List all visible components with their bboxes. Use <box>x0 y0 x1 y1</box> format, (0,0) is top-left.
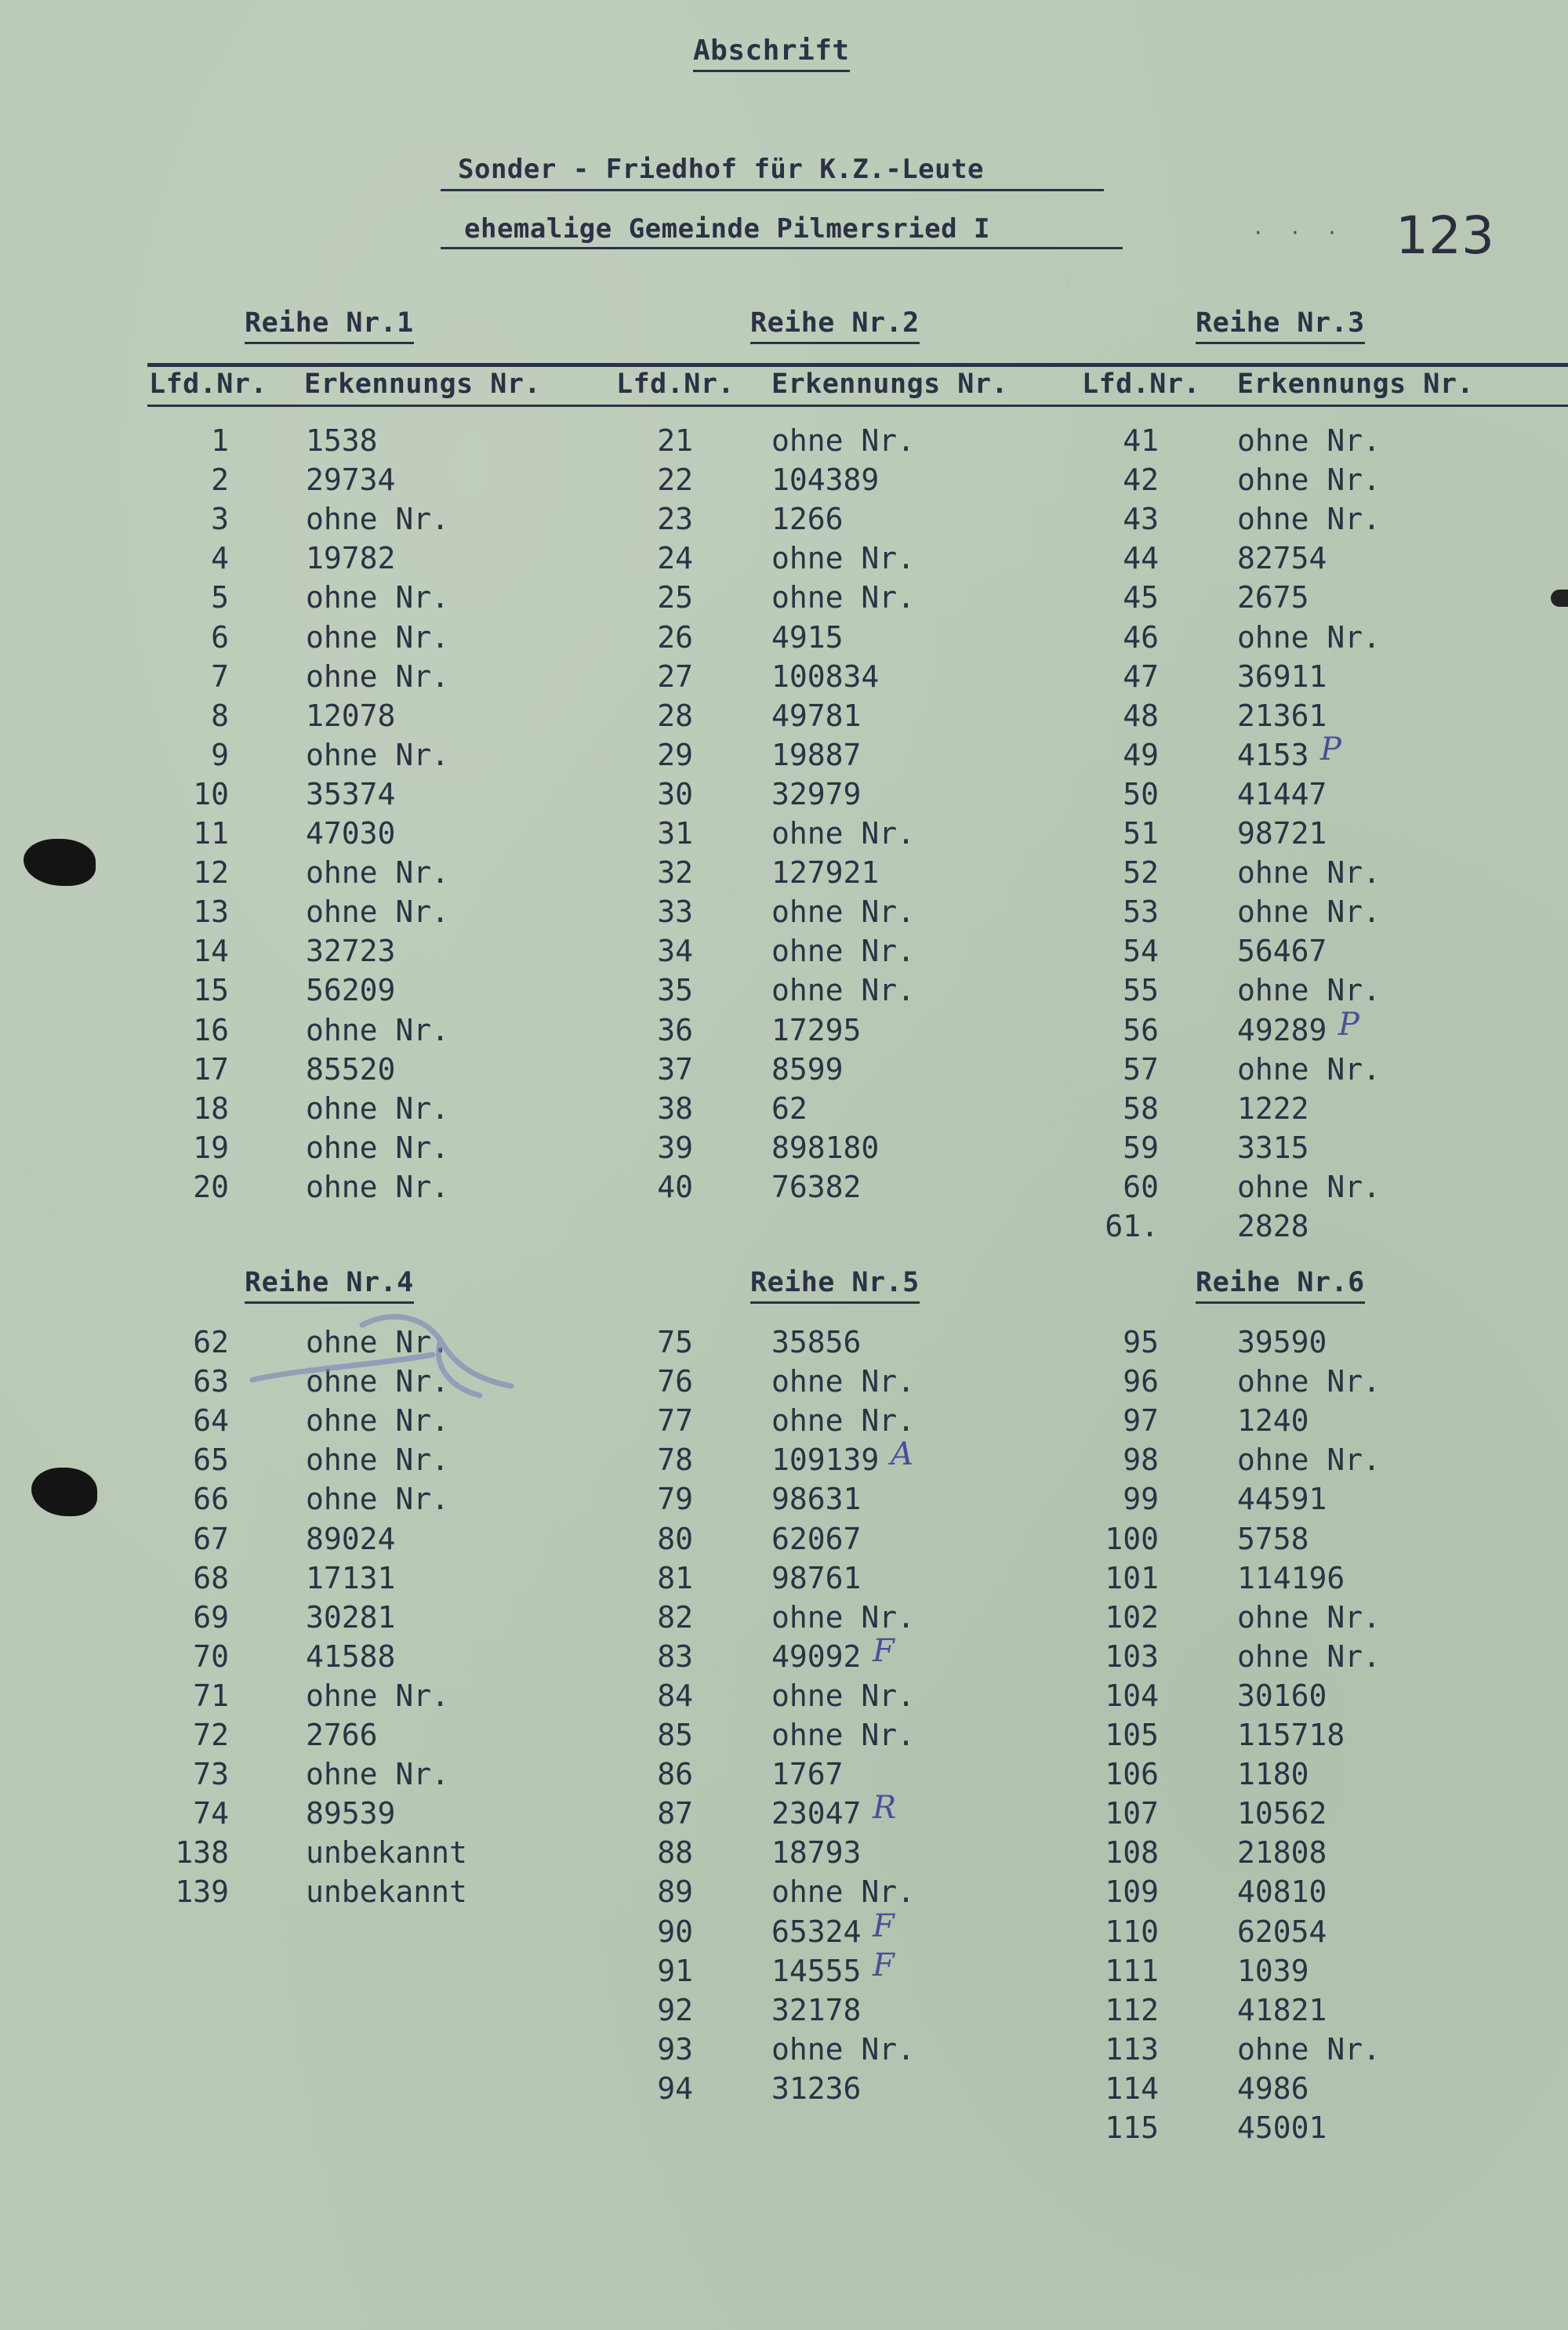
entry-number: 14 <box>193 934 229 968</box>
punch-hole-bottom <box>31 1468 97 1516</box>
entry-number: 36 <box>657 1013 693 1047</box>
entry-number: 90 <box>657 1914 693 1949</box>
entry-id-number: 41588 <box>306 1639 396 1674</box>
entry-id-number: 56467 <box>1237 934 1327 968</box>
entry-number: 4 <box>211 541 229 575</box>
entry-number: 34 <box>657 934 693 968</box>
entry-number: 15 <box>193 973 229 1007</box>
entry-number: 92 <box>657 1993 693 2027</box>
entry-number: 77 <box>657 1403 693 1438</box>
entry-number: 69 <box>193 1600 229 1635</box>
entry-number: 72 <box>193 1718 229 1752</box>
entry-id-number: 1222 <box>1237 1091 1309 1126</box>
entry-number: 5 <box>211 580 229 615</box>
entry-id-number: 2828 <box>1237 1209 1309 1243</box>
entry-number: 75 <box>657 1325 693 1359</box>
entry-number: 74 <box>193 1796 229 1831</box>
entry-id-number: 18793 <box>771 1835 862 1870</box>
entry-id-number: 85520 <box>306 1052 396 1087</box>
entry-id-number: 82754 <box>1237 541 1327 575</box>
entry-id-number: ohne Nr. <box>306 620 450 655</box>
entry-id-number: 30281 <box>306 1600 396 1635</box>
entry-id-number: ohne Nr. <box>306 855 450 890</box>
section-heading-reihe-6: Reihe Nr.6 <box>1196 1267 1365 1304</box>
entry-number: 85 <box>657 1718 693 1752</box>
entry-number: 19 <box>193 1131 229 1165</box>
entry-number: 98 <box>1123 1443 1159 1477</box>
entry-id-number: 21808 <box>1237 1835 1327 1870</box>
entry-number: 38 <box>657 1091 693 1126</box>
entry-id-number: 10562 <box>1237 1796 1327 1831</box>
entry-number: 35 <box>657 973 693 1007</box>
entry-number: 58 <box>1123 1091 1159 1126</box>
entry-id-number: ohne Nr. <box>306 659 450 694</box>
entry-id-number: ohne Nr. <box>771 1600 916 1635</box>
entry-id-number: ohne Nr. <box>306 1325 450 1359</box>
column-label-no-3: Lfd.Nr. <box>1082 368 1201 400</box>
entry-id-number: ohne Nr. <box>1237 1170 1381 1204</box>
entry-number: 18 <box>193 1091 229 1126</box>
entry-id-number: 39590 <box>1237 1325 1327 1359</box>
entry-id-number: ohne Nr. <box>1237 973 1381 1007</box>
entry-id-number: ohne Nr. <box>306 1482 450 1516</box>
entry-number: 87 <box>657 1796 693 1831</box>
entry-id-number: unbekannt <box>306 1835 467 1870</box>
entry-number: 41 <box>1123 423 1159 458</box>
entry-id-number: 45001 <box>1237 2110 1327 2145</box>
entry-id-number: 1538 <box>306 423 378 458</box>
entry-number: 73 <box>193 1757 229 1791</box>
entry-number: 31 <box>657 816 693 851</box>
entry-number: 81 <box>657 1561 693 1595</box>
entry-id-number: 1039 <box>1237 1954 1309 1988</box>
entry-number: 112 <box>1105 1993 1159 2027</box>
entry-id-number: 98721 <box>1237 816 1327 851</box>
entry-number: 78 <box>657 1443 693 1477</box>
entry-number: 28 <box>657 699 693 733</box>
entry-id-number: 17295 <box>771 1013 862 1047</box>
entry-number: 44 <box>1123 541 1159 575</box>
entry-number: 108 <box>1105 1835 1159 1870</box>
entry-id-number: 44591 <box>1237 1482 1327 1516</box>
entry-id-number: ohne Nr. <box>1237 1364 1381 1399</box>
entry-number: 106 <box>1105 1757 1159 1791</box>
section-heading-reihe-4: Reihe Nr.4 <box>245 1267 414 1304</box>
entry-number: 70 <box>193 1639 229 1674</box>
entry-number: 99 <box>1123 1482 1159 1516</box>
entry-number: 17 <box>193 1052 229 1087</box>
entry-number: 26 <box>657 620 693 655</box>
entry-id-number: ohne Nr. <box>1237 620 1381 655</box>
entry-id-number: 35374 <box>306 777 396 811</box>
entry-number: 49 <box>1123 738 1159 772</box>
entry-id-number: 32979 <box>771 777 862 811</box>
entry-number: 2 <box>211 463 229 497</box>
entry-number: 52 <box>1123 855 1159 890</box>
entry-id-number: ohne Nr. <box>306 1091 450 1126</box>
entry-number: 50 <box>1123 777 1159 811</box>
entry-number: 102 <box>1105 1600 1159 1635</box>
entry-id-number: ohne Nr. <box>306 738 450 772</box>
entry-id-number: ohne Nr. <box>306 1131 450 1165</box>
entry-id-number: ohne Nr. <box>306 1013 450 1047</box>
entry-id-number: ohne Nr. <box>771 1718 916 1752</box>
entry-number: 76 <box>657 1364 693 1399</box>
entry-number: 55 <box>1123 973 1159 1007</box>
entry-id-number: ohne Nr. <box>306 502 450 536</box>
entry-number: 9 <box>211 738 229 772</box>
entry-id-number: 2675 <box>1237 580 1309 615</box>
entry-id-number: 40810 <box>1237 1875 1327 1909</box>
entry-number: 22 <box>657 463 693 497</box>
entry-id-number: 23047 <box>771 1796 862 1831</box>
entry-id-number: 41821 <box>1237 1993 1327 2027</box>
entry-id-number: 1180 <box>1237 1757 1309 1791</box>
entry-number: 46 <box>1123 620 1159 655</box>
entry-number: 33 <box>657 895 693 929</box>
entry-number: 29 <box>657 738 693 772</box>
entry-number: 97 <box>1123 1403 1159 1438</box>
pencil-annotation: F <box>873 1908 895 1944</box>
entry-number: 6 <box>211 620 229 655</box>
entry-number: 139 <box>175 1875 229 1909</box>
entry-number: 67 <box>193 1522 229 1556</box>
entry-number: 84 <box>657 1679 693 1713</box>
entry-number: 71 <box>193 1679 229 1713</box>
entry-number: 23 <box>657 502 693 536</box>
entry-id-number: 32723 <box>306 934 396 968</box>
entry-id-number: 62067 <box>771 1522 862 1556</box>
entry-id-number: ohne Nr. <box>771 816 916 851</box>
entry-number: 64 <box>193 1403 229 1438</box>
entry-id-number: 89539 <box>306 1796 396 1831</box>
pencil-annotation: R <box>873 1790 897 1826</box>
entry-number: 111 <box>1105 1954 1159 1988</box>
entry-number: 60 <box>1123 1170 1159 1204</box>
entry-id-number: 49092 <box>771 1639 862 1674</box>
entry-id-number: ohne Nr. <box>1237 1443 1381 1477</box>
entry-number: 53 <box>1123 895 1159 929</box>
entry-number: 59 <box>1123 1131 1159 1165</box>
entry-number: 109 <box>1105 1875 1159 1909</box>
entry-number: 110 <box>1105 1914 1159 1949</box>
entry-id-number: 1767 <box>771 1757 844 1791</box>
entry-id-number: 36911 <box>1237 659 1327 694</box>
entry-number: 88 <box>657 1835 693 1870</box>
column-label-id-3: Erkennungs Nr. <box>1237 368 1475 400</box>
entry-number: 61. <box>1105 1209 1159 1243</box>
entry-id-number: 8599 <box>771 1052 844 1087</box>
section-heading-reihe-1: Reihe Nr.1 <box>245 307 414 344</box>
entry-id-number: 98631 <box>771 1482 862 1516</box>
entry-id-number: 65324 <box>771 1914 862 1949</box>
entry-number: 42 <box>1123 463 1159 497</box>
entry-id-number: ohne Nr. <box>306 1443 450 1477</box>
entry-id-number: 19887 <box>771 738 862 772</box>
entry-number: 11 <box>193 816 229 851</box>
entry-number: 3 <box>211 502 229 536</box>
entry-number: 43 <box>1123 502 1159 536</box>
entry-number: 95 <box>1123 1325 1159 1359</box>
entry-id-number: ohne Nr. <box>1237 895 1381 929</box>
edge-nick <box>1551 590 1568 607</box>
entry-number: 113 <box>1105 2032 1159 2067</box>
entry-id-number: unbekannt <box>306 1875 467 1909</box>
entry-number: 63 <box>193 1364 229 1399</box>
entry-number: 93 <box>657 2032 693 2067</box>
entry-id-number: 12078 <box>306 699 396 733</box>
entry-number: 105 <box>1105 1718 1159 1752</box>
entry-number: 91 <box>657 1954 693 1988</box>
entry-id-number: ohne Nr. <box>771 1403 916 1438</box>
entry-id-number: ohne Nr. <box>771 423 916 458</box>
entry-number: 39 <box>657 1131 693 1165</box>
entry-id-number: 32178 <box>771 1993 862 2027</box>
entry-number: 54 <box>1123 934 1159 968</box>
punch-hole-top <box>24 839 96 886</box>
entry-id-number: 76382 <box>771 1170 862 1204</box>
entry-id-number: ohne Nr. <box>306 580 450 615</box>
entry-id-number: ohne Nr. <box>771 580 916 615</box>
entry-id-number: 47030 <box>306 816 396 851</box>
entry-number: 101 <box>1105 1561 1159 1595</box>
entry-id-number: ohne Nr. <box>306 1679 450 1713</box>
entry-id-number: 49781 <box>771 699 862 733</box>
entry-number: 82 <box>657 1600 693 1635</box>
entry-number: 107 <box>1105 1796 1159 1831</box>
heading-underline-2 <box>441 247 1123 249</box>
entry-id-number: ohne Nr. <box>771 541 916 575</box>
entry-id-number: ohne Nr. <box>1237 2032 1381 2067</box>
heading-municipality: ehemalige Gemeinde Pilmersried I <box>464 213 991 245</box>
entry-number: 1 <box>211 423 229 458</box>
entry-number: 27 <box>657 659 693 694</box>
entry-id-number: ohne Nr. <box>306 895 450 929</box>
entry-number: 62 <box>193 1325 229 1359</box>
entry-number: 56 <box>1123 1013 1159 1047</box>
entry-number: 83 <box>657 1639 693 1674</box>
column-label-id-1: Erkennungs Nr. <box>304 368 542 400</box>
entry-number: 80 <box>657 1522 693 1556</box>
entry-id-number: 19782 <box>306 541 396 575</box>
column-label-no-2: Lfd.Nr. <box>616 368 735 400</box>
entry-id-number: ohne Nr. <box>306 1403 450 1438</box>
entry-id-number: 56209 <box>306 973 396 1007</box>
entry-id-number: 4986 <box>1237 2071 1309 2106</box>
entry-id-number: 1240 <box>1237 1403 1309 1438</box>
entry-id-number: ohne Nr. <box>1237 423 1381 458</box>
entry-id-number: ohne Nr. <box>306 1170 450 1204</box>
entry-id-number: ohne Nr. <box>771 895 916 929</box>
ink-specks: · · · <box>1254 220 1347 247</box>
heading-cemetery: Sonder - Friedhof für K.Z.-Leute <box>458 154 985 185</box>
entry-id-number: ohne Nr. <box>771 1364 916 1399</box>
pencil-scribble <box>245 1294 543 1403</box>
entry-number: 40 <box>657 1170 693 1204</box>
entry-number: 103 <box>1105 1639 1159 1674</box>
entry-id-number: 30160 <box>1237 1679 1327 1713</box>
entry-id-number: ohne Nr. <box>1237 502 1381 536</box>
entry-number: 16 <box>193 1013 229 1047</box>
entry-id-number: 4153 <box>1237 738 1309 772</box>
entry-id-number: 898180 <box>771 1131 880 1165</box>
entry-number: 20 <box>193 1170 229 1204</box>
entry-id-number: 4915 <box>771 620 844 655</box>
entry-number: 86 <box>657 1757 693 1791</box>
entry-number: 96 <box>1123 1364 1159 1399</box>
entry-id-number: ohne Nr. <box>771 973 916 1007</box>
entry-number: 10 <box>193 777 229 811</box>
entry-number: 21 <box>657 423 693 458</box>
entry-id-number: ohne Nr. <box>771 2032 916 2067</box>
entry-id-number: ohne Nr. <box>1237 1052 1381 1087</box>
entry-id-number: ohne Nr. <box>1237 855 1381 890</box>
entry-number: 57 <box>1123 1052 1159 1087</box>
entry-id-number: 114196 <box>1237 1561 1345 1595</box>
entry-id-number: 1266 <box>771 502 844 536</box>
section-heading-reihe-2: Reihe Nr.2 <box>750 307 920 344</box>
column-label-no-1: Lfd.Nr. <box>149 368 268 400</box>
entry-id-number: 115718 <box>1237 1718 1345 1752</box>
section-heading-reihe-3: Reihe Nr.3 <box>1196 307 1365 344</box>
entry-number: 24 <box>657 541 693 575</box>
entry-id-number: 2766 <box>306 1718 378 1752</box>
entry-id-number: ohne Nr. <box>771 1679 916 1713</box>
entry-id-number: ohne Nr. <box>1237 463 1381 497</box>
entry-id-number: 14555 <box>771 1954 862 1988</box>
entry-number: 138 <box>175 1835 229 1870</box>
entry-id-number: ohne Nr. <box>1237 1600 1381 1635</box>
entry-number: 100 <box>1105 1522 1159 1556</box>
entry-id-number: 104389 <box>771 463 880 497</box>
section-heading-reihe-5: Reihe Nr.5 <box>750 1267 920 1304</box>
column-header-rule-top <box>147 363 1568 367</box>
entry-number: 114 <box>1105 2071 1159 2106</box>
entry-number: 25 <box>657 580 693 615</box>
page-number: 123 <box>1396 205 1494 266</box>
entry-id-number: ohne Nr. <box>771 934 916 968</box>
entry-number: 89 <box>657 1875 693 1909</box>
entry-number: 13 <box>193 895 229 929</box>
entry-id-number: ohne Nr. <box>771 1875 916 1909</box>
entry-number: 45 <box>1123 580 1159 615</box>
entry-number: 7 <box>211 659 229 694</box>
entry-id-number: 31236 <box>771 2071 862 2106</box>
pencil-annotation: A <box>891 1436 913 1472</box>
entry-id-number: 98761 <box>771 1561 862 1595</box>
entry-number: 65 <box>193 1443 229 1477</box>
entry-id-number: 21361 <box>1237 699 1327 733</box>
entry-id-number: 109139 <box>771 1443 880 1477</box>
entry-id-number: 49289 <box>1237 1013 1327 1047</box>
heading-underline-1 <box>441 189 1104 191</box>
entry-number: 32 <box>657 855 693 890</box>
entry-id-number: ohne Nr. <box>306 1364 450 1399</box>
pencil-annotation: P <box>1338 1007 1359 1043</box>
column-header-rule-bottom <box>147 405 1568 407</box>
entry-id-number: 100834 <box>771 659 880 694</box>
entry-id-number: 89024 <box>306 1522 396 1556</box>
entry-number: 68 <box>193 1561 229 1595</box>
entry-number: 79 <box>657 1482 693 1516</box>
entry-id-number: 62 <box>771 1091 808 1126</box>
entry-id-number: 3315 <box>1237 1131 1309 1165</box>
entry-id-number: 29734 <box>306 463 396 497</box>
entry-id-number: ohne Nr. <box>1237 1639 1381 1674</box>
document-title: Abschrift <box>693 34 850 72</box>
entry-id-number: ohne Nr. <box>306 1757 450 1791</box>
entry-number: 66 <box>193 1482 229 1516</box>
entry-number: 30 <box>657 777 693 811</box>
entry-number: 51 <box>1123 816 1159 851</box>
entry-id-number: 41447 <box>1237 777 1327 811</box>
entry-number: 94 <box>657 2071 693 2106</box>
entry-id-number: 35856 <box>771 1325 862 1359</box>
entry-number: 12 <box>193 855 229 890</box>
entry-number: 48 <box>1123 699 1159 733</box>
entry-number: 47 <box>1123 659 1159 694</box>
entry-number: 8 <box>211 699 229 733</box>
pencil-annotation: F <box>873 1633 895 1669</box>
pencil-annotation: F <box>873 1947 895 1983</box>
entry-id-number: 127921 <box>771 855 880 890</box>
column-label-id-2: Erkennungs Nr. <box>771 368 1009 400</box>
entry-id-number: 5758 <box>1237 1522 1309 1556</box>
pencil-annotation: P <box>1320 731 1341 768</box>
entry-number: 37 <box>657 1052 693 1087</box>
entry-id-number: 17131 <box>306 1561 396 1595</box>
entry-number: 104 <box>1105 1679 1159 1713</box>
entry-id-number: 62054 <box>1237 1914 1327 1949</box>
entry-number: 115 <box>1105 2110 1159 2145</box>
